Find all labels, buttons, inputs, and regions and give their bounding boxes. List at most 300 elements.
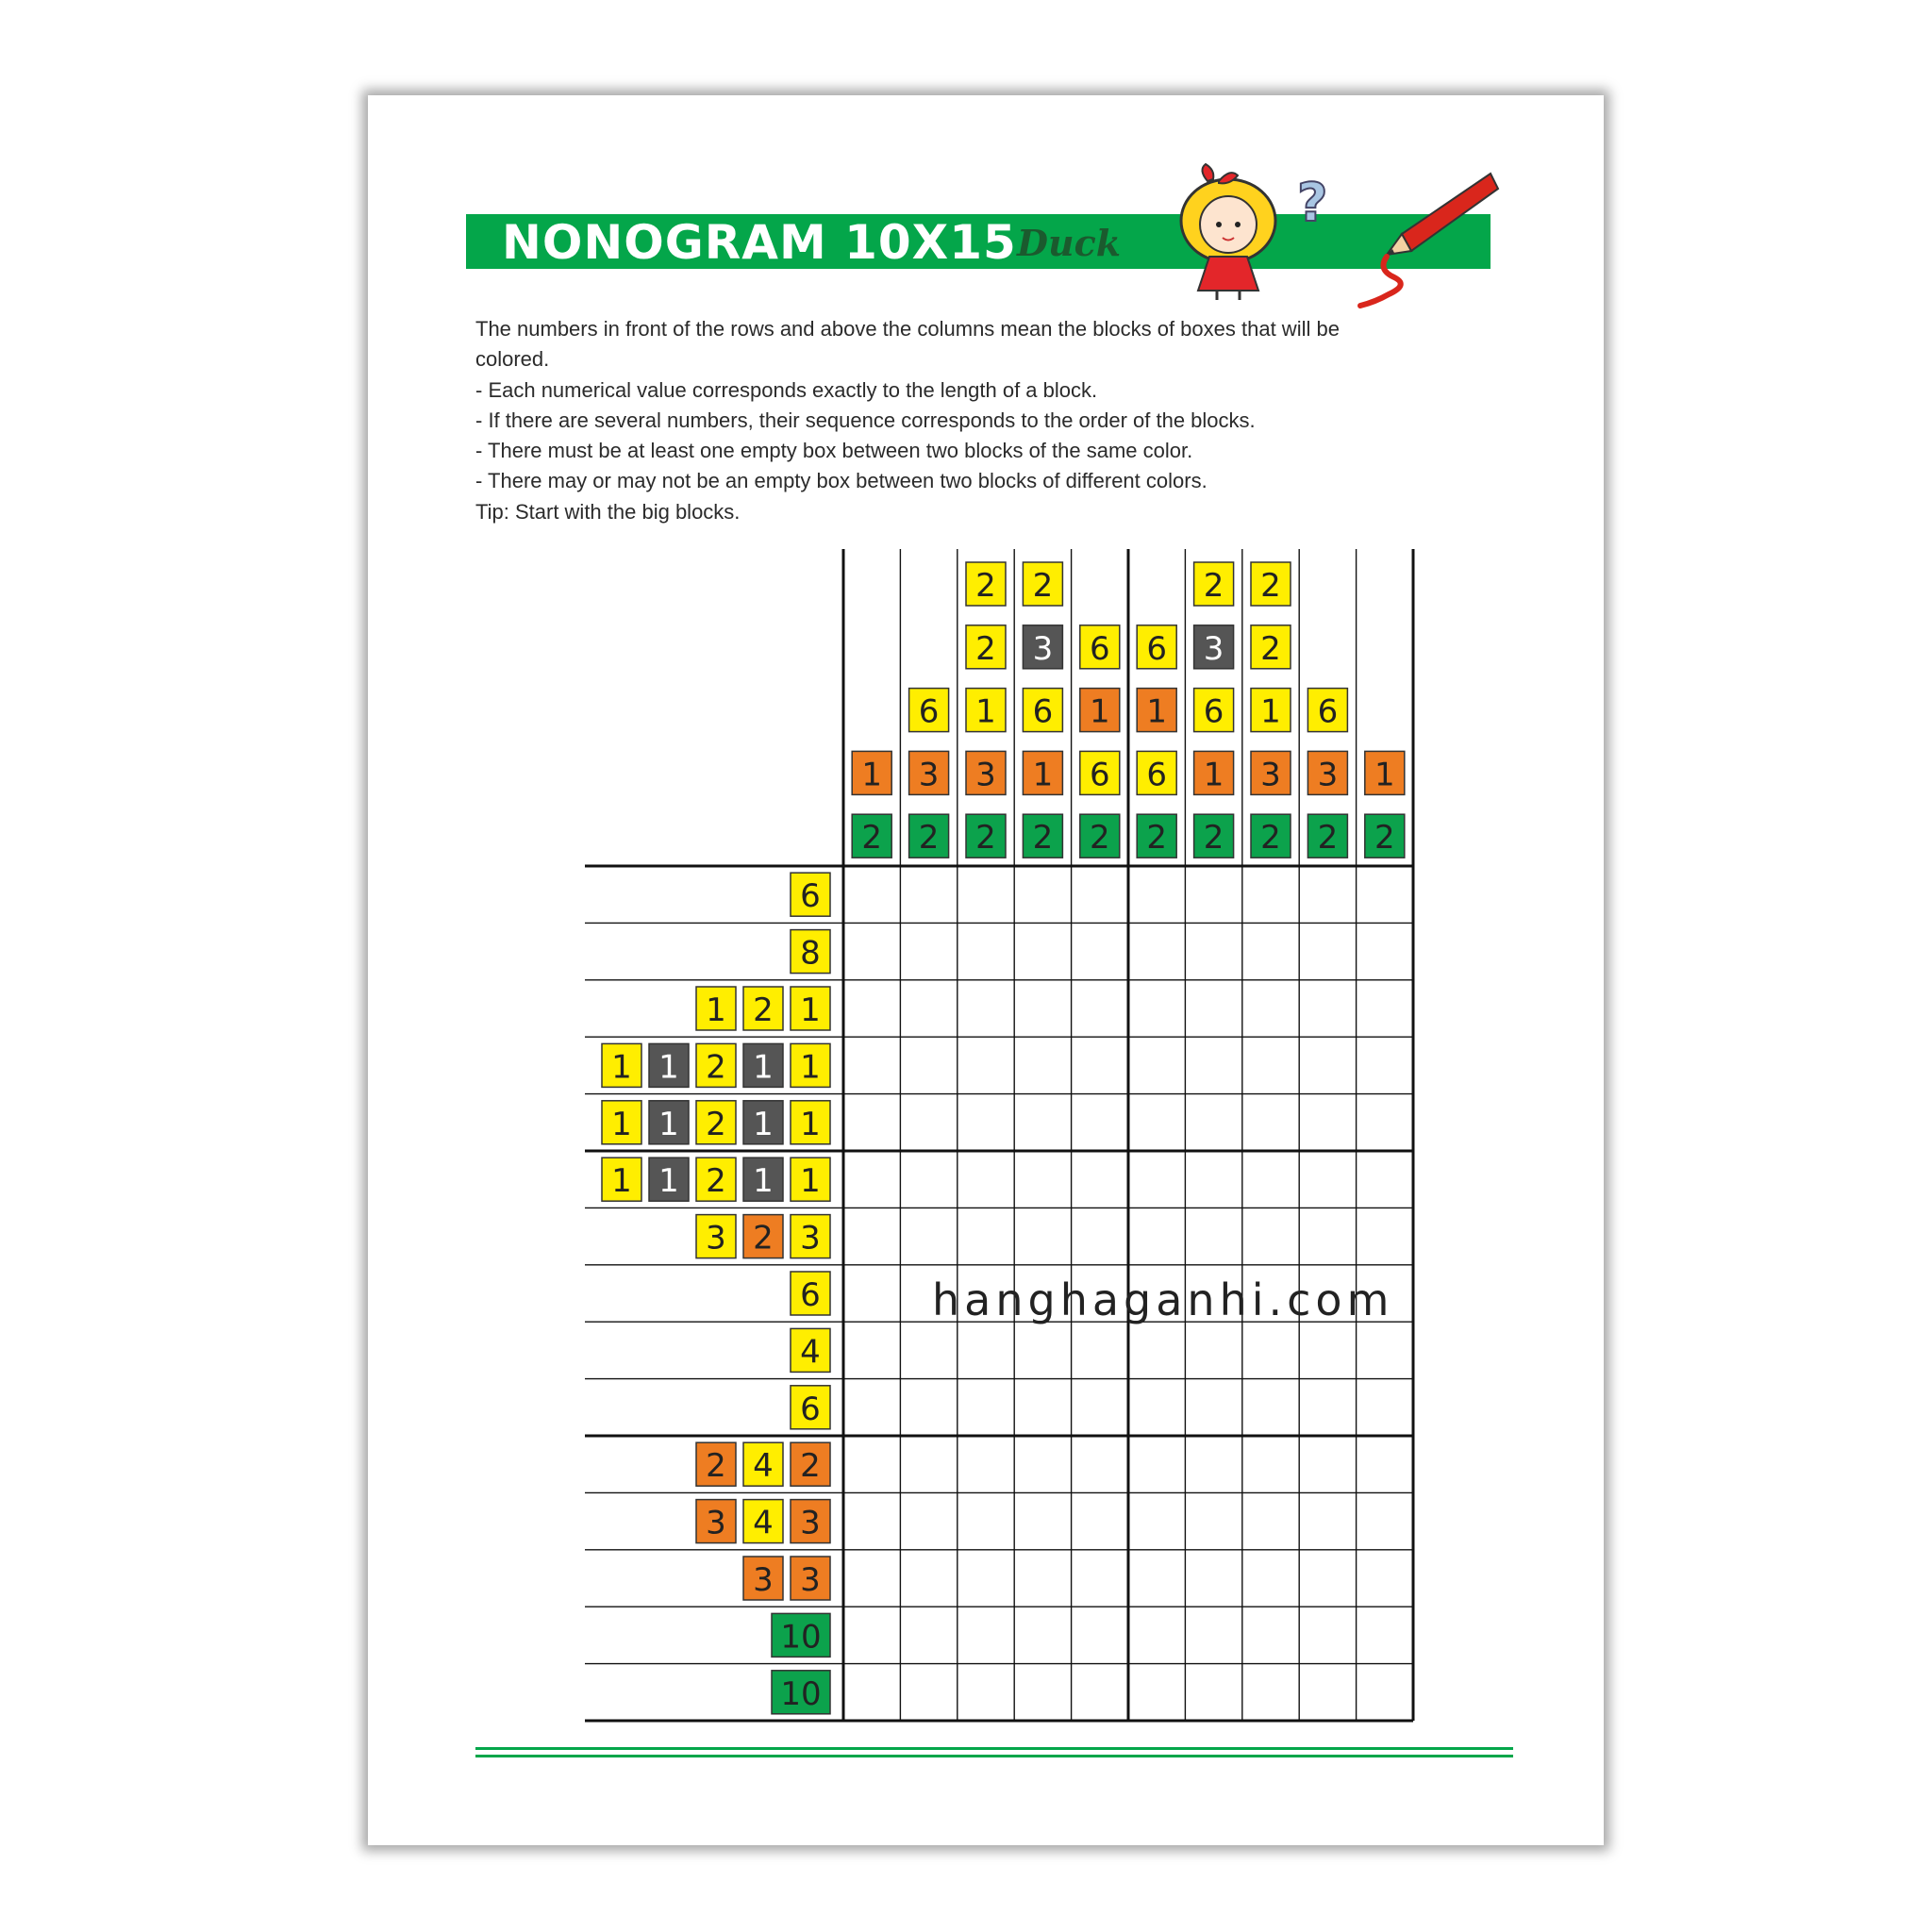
clue-number: 2 [975,629,996,668]
clue-number: 2 [1260,819,1281,858]
clue-number: 3 [975,756,996,794]
grid-cell[interactable] [1357,1322,1413,1378]
row-clue [791,1215,830,1258]
row-clue [791,1557,830,1600]
grid-cell[interactable] [1242,1208,1299,1264]
clue-number: 6 [1089,629,1110,668]
row-clue [791,1043,830,1087]
clue-number: 6 [1032,692,1054,731]
grid-cell[interactable] [958,1037,1014,1093]
grid-cell[interactable] [1072,980,1128,1037]
grid-cell[interactable] [1242,923,1299,979]
grid-cell[interactable] [900,1037,957,1093]
grid-cell[interactable] [1242,1379,1299,1436]
row-clue [743,1500,783,1543]
grid-cell[interactable] [1185,1151,1241,1208]
grid-cell[interactable] [1014,980,1071,1037]
grid-cell[interactable] [900,1664,957,1721]
column-clue [1194,689,1234,732]
grid-cell[interactable] [958,923,1014,979]
clue-number: 1 [658,1048,679,1087]
row-clue [791,873,830,916]
clue-number: 6 [800,1390,821,1428]
row-clue [602,1101,641,1144]
grid-cell[interactable] [1014,1094,1071,1151]
instruction-line: - There may or may not be an empty box between two blocks of different colors. [475,469,1208,493]
grid-cell[interactable] [843,1151,900,1208]
column-clue [852,814,891,858]
page-title: NONOGRAM 10X15 [502,215,1017,270]
grid-cell[interactable] [1128,923,1185,979]
grid-cell[interactable] [843,1492,900,1549]
clue-number: 1 [611,1105,632,1143]
grid-cell[interactable] [843,1379,900,1436]
grid-cell[interactable] [1299,1379,1356,1436]
grid-cell[interactable] [1357,1550,1413,1607]
column-clue [1194,751,1234,794]
grid-cell[interactable] [1072,1607,1128,1663]
column-clue [1023,689,1062,732]
grid-cell[interactable] [1014,866,1071,923]
column-clue [1137,814,1176,858]
grid-cell[interactable] [1357,1379,1413,1436]
grid-cell[interactable] [1242,1492,1299,1549]
grid-cell[interactable] [1128,1151,1185,1208]
grid-cell[interactable] [1299,1037,1356,1093]
column-clue [1307,689,1347,732]
grid-cell[interactable] [1128,980,1185,1037]
grid-cell[interactable] [843,1436,900,1492]
column-clue [1365,814,1405,858]
clue-number: 1 [658,1162,679,1201]
grid-cell[interactable] [900,1322,957,1378]
clue-number: 3 [1203,629,1224,668]
grid-cell[interactable] [1299,1607,1356,1663]
clue-number: 2 [1203,567,1224,605]
grid-cell[interactable] [1014,923,1071,979]
column-clue [966,562,1006,606]
clue-number: 3 [706,1504,726,1542]
clue-number: 4 [753,1504,774,1542]
grid-cell[interactable] [958,1664,1014,1721]
column-clue [909,814,949,858]
column-clue [1251,814,1291,858]
clue-number: 3 [800,1219,821,1257]
clue-number: 1 [800,1105,821,1143]
row-clue [743,1101,783,1144]
row-clue [649,1158,689,1201]
grid-cell[interactable] [1357,980,1413,1037]
grid-cell[interactable] [1014,1037,1071,1093]
clue-number: 6 [1203,692,1224,731]
grid-cell[interactable] [1185,866,1241,923]
grid-cell[interactable] [1185,1492,1241,1549]
clue-number: 8 [800,934,821,973]
column-clue [966,751,1006,794]
grid-cell[interactable] [1242,866,1299,923]
column-clue [1194,625,1234,669]
clue-number: 6 [800,1276,821,1314]
grid-cell[interactable] [900,923,957,979]
grid-cell[interactable] [1072,1436,1128,1492]
row-clue [791,930,830,974]
grid-cell[interactable] [958,866,1014,923]
column-clue [1251,562,1291,606]
clue-number: 4 [753,1447,774,1486]
row-clue [743,1043,783,1087]
row-clue [743,1557,783,1600]
column-clue [1080,625,1120,669]
instruction-line: Tip: Start with the big blocks. [475,499,741,524]
grid-cell[interactable] [1072,1550,1128,1607]
grid-cell[interactable] [958,1322,1014,1378]
grid-cell[interactable] [1185,1094,1241,1151]
grid-cell[interactable] [1242,1550,1299,1607]
grid-cell[interactable] [1357,1492,1413,1549]
grid-cell[interactable] [1072,923,1128,979]
grid-cell[interactable] [1299,866,1356,923]
row-clue [602,1043,641,1087]
grid-cell[interactable] [1299,923,1356,979]
row-clue [772,1613,830,1657]
row-clue [696,1442,736,1486]
column-clue [1307,814,1347,858]
grid-cell[interactable] [843,866,900,923]
grid-cell[interactable] [1185,1037,1241,1093]
grid-cell[interactable] [1357,1208,1413,1264]
grid-cell[interactable] [1185,1436,1241,1492]
grid-cell[interactable] [900,1550,957,1607]
footer-line [475,1747,1513,1750]
grid-cell[interactable] [1072,1322,1128,1378]
clue-number: 1 [1032,756,1054,794]
column-clue [1080,751,1120,794]
grid-cell[interactable] [1357,1151,1413,1208]
grid-cell[interactable] [958,1436,1014,1492]
grid-cell[interactable] [900,980,957,1037]
clue-number: 1 [975,692,996,731]
grid-cell[interactable] [1185,1664,1241,1721]
clue-number: 2 [1032,567,1054,605]
column-clue [1137,625,1176,669]
column-clue [1194,814,1234,858]
grid-cell[interactable] [958,1151,1014,1208]
watermark: hanghaganhi.com [932,1274,1394,1325]
clue-number: 2 [861,819,883,858]
clue-number: 1 [1203,756,1224,794]
row-clue [649,1043,689,1087]
column-clue [1307,751,1347,794]
row-clue [791,1442,830,1486]
clue-number: 2 [1203,819,1224,858]
row-clue [743,987,783,1030]
clue-number: 2 [975,819,996,858]
clue-number: 10 [780,1674,822,1713]
grid-cell[interactable] [1072,1037,1128,1093]
grid-cell[interactable] [1014,1550,1071,1607]
clue-number: 10 [780,1618,822,1657]
clue-number: 3 [918,756,940,794]
grid-cell[interactable] [900,1607,957,1663]
clue-number: 1 [1089,692,1110,731]
grid-cell[interactable] [1014,1436,1071,1492]
question-mark-icon: ? [1297,173,1328,234]
grid-cell[interactable] [900,1492,957,1549]
clue-number: 3 [800,1504,821,1542]
row-clue [696,1158,736,1201]
clue-number: 2 [1260,629,1281,668]
grid-cell[interactable] [958,1208,1014,1264]
grid-cell[interactable] [1299,980,1356,1037]
clue-number: 6 [1089,756,1110,794]
clue-number: 1 [658,1105,679,1143]
grid-cell[interactable] [843,980,900,1037]
grid-cell[interactable] [1299,1322,1356,1378]
column-clue [1137,751,1176,794]
instruction-line: colored. [475,347,550,372]
grid-cell[interactable] [843,1094,900,1151]
row-clue [602,1158,641,1201]
grid-cell[interactable] [1014,1322,1071,1378]
puzzle-subtitle: Duck [1017,222,1122,264]
grid-cell[interactable] [958,1607,1014,1663]
grid-cell[interactable] [1242,1151,1299,1208]
grid-cell[interactable] [1299,1436,1356,1492]
grid-cell[interactable] [1357,1436,1413,1492]
row-clue [696,1043,736,1087]
row-clue [696,1215,736,1258]
grid-cell[interactable] [900,1208,957,1264]
column-clue [1137,689,1176,732]
grid-cell[interactable] [1242,1436,1299,1492]
clue-number: 1 [753,1048,774,1087]
clue-number: 2 [918,819,940,858]
clue-number: 3 [1260,756,1281,794]
grid-cell[interactable] [1242,1607,1299,1663]
grid-cell[interactable] [900,866,957,923]
grid-cell[interactable] [1242,1094,1299,1151]
column-clue [966,625,1006,669]
grid-cell[interactable] [1128,1379,1185,1436]
column-clue [852,751,891,794]
clue-number: 3 [706,1219,726,1257]
column-clue [1023,751,1062,794]
clue-number: 1 [800,1048,821,1087]
row-clue [791,987,830,1030]
grid-cell[interactable] [1128,1322,1185,1378]
grid-cell[interactable] [1014,1492,1071,1549]
grid-cell[interactable] [1072,866,1128,923]
grid-cell[interactable] [843,923,900,979]
clue-number: 3 [1317,756,1339,794]
row-clue [772,1671,830,1714]
grid-cell[interactable] [1014,1607,1071,1663]
clue-number: 1 [1374,756,1395,794]
grid-cell[interactable] [843,1607,900,1663]
clue-number: 2 [706,1447,726,1486]
column-clue [966,689,1006,732]
clue-number: 2 [753,1219,774,1257]
row-clue [791,1272,830,1315]
grid-cell[interactable] [1185,923,1241,979]
column-clue [909,751,949,794]
grid-cell[interactable] [1128,1037,1185,1093]
column-clue [1080,689,1120,732]
clue-number: 1 [753,1105,774,1143]
clue-number: 2 [706,1162,726,1201]
grid-cell[interactable] [1014,1379,1071,1436]
clue-number: 1 [706,991,726,1029]
clue-number: 1 [611,1162,632,1201]
row-clue [696,1500,736,1543]
grid-cell[interactable] [958,1550,1014,1607]
grid-cell[interactable] [1357,866,1413,923]
clue-number: 3 [1032,629,1054,668]
instruction-line: The numbers in front of the rows and above the columns mean the blocks of boxes that will be [475,317,1340,341]
row-clue [696,1101,736,1144]
grid-cell[interactable] [1299,1664,1356,1721]
row-clue [743,1442,783,1486]
grid-cell[interactable] [900,1094,957,1151]
grid-cell[interactable] [1242,980,1299,1037]
grid-cell[interactable] [1185,1322,1241,1378]
clue-number: 6 [800,877,821,916]
grid-cell[interactable] [1185,1379,1241,1436]
grid-cell[interactable] [1357,1094,1413,1151]
clue-number: 2 [706,1105,726,1143]
grid-cell[interactable] [1128,1607,1185,1663]
clue-number: 1 [800,1162,821,1201]
row-clue [791,1101,830,1144]
grid-cell[interactable] [1299,1208,1356,1264]
grid-cell[interactable] [958,1094,1014,1151]
clue-number: 6 [1146,756,1168,794]
grid-cell[interactable] [1014,1664,1071,1721]
column-clue [1023,625,1062,669]
instruction-line: - If there are several numbers, their sequence corresponds to the order of the blocks. [475,408,1256,432]
row-clue [791,1386,830,1429]
clue-number: 2 [1089,819,1110,858]
grid-cell[interactable] [1072,1379,1128,1436]
grid-cell[interactable] [1072,1094,1128,1151]
grid-cell[interactable] [1014,1208,1071,1264]
grid-cell[interactable] [1128,1664,1185,1721]
grid-cell[interactable] [1357,1664,1413,1721]
clue-number: 2 [1317,819,1339,858]
grid-cell[interactable] [843,1550,900,1607]
grid-cell[interactable] [1072,1664,1128,1721]
column-clue [909,689,949,732]
clue-number: 6 [918,692,940,731]
grid-cell[interactable] [843,1322,900,1378]
clue-number: 3 [753,1561,774,1599]
clue-number: 6 [1317,692,1339,731]
column-clue [1365,751,1405,794]
clue-number: 1 [611,1048,632,1087]
clue-number: 2 [706,1048,726,1087]
instruction-line: - Each numerical value corresponds exactly to the length of a block. [475,377,1098,402]
grid-cell[interactable] [1014,1151,1071,1208]
column-clue [1194,562,1234,606]
grid-cell[interactable] [1185,1208,1241,1264]
grid-cell[interactable] [1299,1550,1356,1607]
clue-number: 2 [800,1447,821,1486]
column-clue [1023,814,1062,858]
clue-number: 2 [1032,819,1054,858]
grid-cell[interactable] [843,1265,900,1322]
grid-cell[interactable] [1299,1151,1356,1208]
column-clue [966,814,1006,858]
column-clue [1251,689,1291,732]
grid-cell[interactable] [1128,1094,1185,1151]
grid-cell[interactable] [1185,1550,1241,1607]
instruction-line: - There must be at least one empty box between two blocks of the same color. [475,439,1193,463]
grid-cell[interactable] [1185,1607,1241,1663]
grid-cell[interactable] [958,1379,1014,1436]
row-clue [743,1158,783,1201]
column-clue [1080,814,1120,858]
grid-cell[interactable] [843,1037,900,1093]
row-clue [791,1328,830,1372]
grid-cell[interactable] [900,1436,957,1492]
grid-cell[interactable] [1299,1492,1356,1549]
grid-cell[interactable] [1242,1037,1299,1093]
clue-number: 6 [1146,629,1168,668]
grid-cell[interactable] [1357,1037,1413,1093]
column-clue [1023,562,1062,606]
column-clue [1251,625,1291,669]
grid-cell[interactable] [1072,1208,1128,1264]
row-clue [791,1500,830,1543]
grid-cell[interactable] [958,980,1014,1037]
grid-cell[interactable] [1357,923,1413,979]
grid-cell[interactable] [900,1151,957,1208]
row-clue [791,1158,830,1201]
column-clue [1251,751,1291,794]
grid-cell[interactable] [1185,980,1241,1037]
row-clue [649,1101,689,1144]
grid-cell[interactable] [1299,1094,1356,1151]
grid-cell[interactable] [1242,1322,1299,1378]
grid-cell[interactable] [958,1492,1014,1549]
clue-number: 1 [1260,692,1281,731]
grid-cell[interactable] [1128,866,1185,923]
grid-cell[interactable] [1072,1151,1128,1208]
clue-number: 2 [1260,567,1281,605]
clue-number: 2 [1374,819,1395,858]
row-clue [696,987,736,1030]
grid-cell[interactable] [1128,1436,1185,1492]
clue-number: 2 [975,567,996,605]
grid-cell[interactable] [900,1379,957,1436]
clue-number: 1 [753,1162,774,1201]
footer-line [475,1755,1513,1757]
clue-number: 3 [800,1561,821,1599]
clue-number: 4 [800,1333,821,1372]
grid-cell[interactable] [843,1208,900,1264]
grid-cell[interactable] [1072,1492,1128,1549]
grid-cell[interactable] [1357,1607,1413,1663]
grid-cell[interactable] [1242,1664,1299,1721]
grid-cell[interactable] [843,1664,900,1721]
row-clue [743,1215,783,1258]
grid-cell[interactable] [1128,1492,1185,1549]
clue-number: 2 [1146,819,1168,858]
clue-number: 1 [1146,692,1168,731]
clue-number: 1 [800,991,821,1029]
grid-cell[interactable] [1128,1208,1185,1264]
grid-cell[interactable] [1128,1550,1185,1607]
